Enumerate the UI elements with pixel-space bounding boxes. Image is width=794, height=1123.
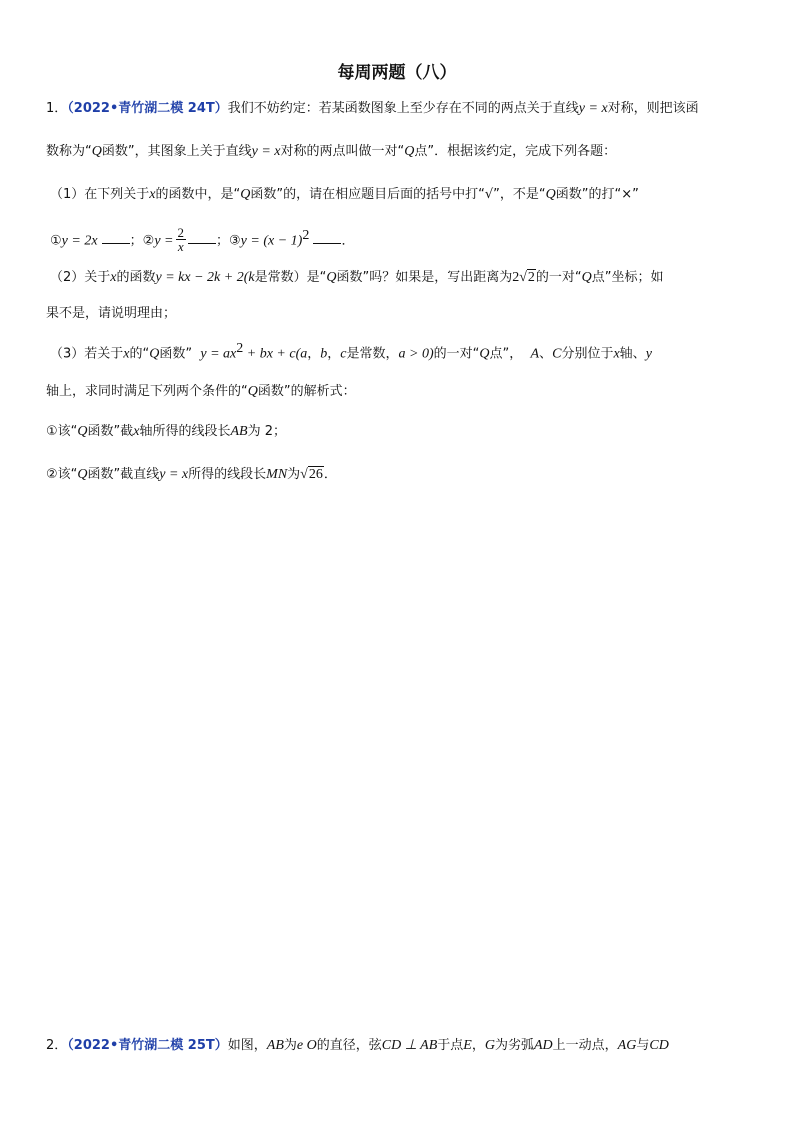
math-var: AB [266,1038,284,1053]
math-var: Q [149,346,160,362]
math-var: Q [581,270,592,285]
q1-text: 为 2； [247,424,287,439]
q1-text: 函数”截 [87,424,134,439]
math-expr: y = kx − 2k + 2(k [155,270,255,285]
math-expr: + bx + c(a [243,346,308,362]
q1-part-2 [50,269,664,287]
q1-line-1 [46,100,699,118]
q1-text: 点”坐标；如 [591,270,664,285]
math-var: x [133,424,140,439]
q1-text: 函数”截直线 [87,467,160,482]
math-var: Q [479,346,490,362]
math-var: Q [91,144,102,159]
q1-text: 对称的两点叫做一对“ [280,144,405,159]
q1-text: 对称，则把该函 [607,101,699,116]
q1-text: 点”， [489,346,523,362]
q2-text: 上一动点， [552,1038,618,1053]
answer-blank[interactable] [102,231,130,244]
page-title: 每周两题（八） [337,63,457,83]
option-end: ． [341,233,355,249]
q2-text: 如图， [227,1038,267,1053]
q1-text: （2）关于 [50,270,111,285]
answer-blank[interactable] [313,231,341,244]
q2-number: 2． [46,1038,68,1053]
q1-text: 、 [539,346,553,362]
math-expr: a > 0) [398,346,434,362]
fraction-numerator: 2 [177,225,184,241]
q1-text: （1）在下列关于 [50,187,150,202]
math-var: Q [545,187,556,202]
math-var: AD [533,1038,553,1053]
sqrt-expr: √26 [300,467,323,482]
math-expr: y = ax [200,346,237,362]
q1-part-3-cont [46,383,356,401]
math-var: C [552,346,562,362]
q2-text: ， [471,1038,485,1053]
option-separator: ；② [129,233,155,249]
math-var: Q [404,144,415,159]
q1-text: 轴上，求同时满足下列两个条件的“ [46,384,248,399]
math-expr: y = x [251,144,281,159]
option-separator: ；③ [216,233,241,249]
math-var: Q [240,187,251,202]
math-expr: y = (x − 1) [240,233,303,249]
math-var: c [340,346,347,362]
q1-condition-2 [46,466,337,484]
q1-text: 分别位于 [561,346,614,362]
q1-text: 函数”，其图象上关于直线 [101,144,252,159]
math-var: x [110,270,117,285]
math-var: A [530,346,540,362]
q1-text: 的一对“ [535,270,582,285]
q1-text: ①该“ [46,424,78,439]
math-exponent: 2 [302,228,310,243]
math-var: Q [326,270,337,285]
q1-part-3 [50,340,652,363]
q1-text: ． [323,467,337,482]
q1-text: 的函数 [116,270,156,285]
math-var: x [149,187,156,202]
math-var: x [123,346,130,362]
q1-text: 函数”的打“×” [555,187,639,202]
math-expr: y = x [159,467,189,482]
math-var: AG [617,1038,637,1053]
q2-text: 为 [283,1038,297,1053]
q2-text: 为劣弧 [494,1038,534,1053]
q1-text: 所得的线段长 [188,467,267,482]
math-exponent: 2 [236,341,244,356]
option-label: ① [50,233,62,249]
q1-text: 的“ [129,346,150,362]
math-var: Q [77,424,88,439]
q1-text: 轴、 [619,346,646,362]
math-var: y [645,346,652,362]
q2-source: （2022•青竹湖二模 25T） [67,1038,228,1053]
q1-text: 函数”的，请在相应题目后面的括号中打“√”，不是“ [250,187,546,202]
q1-source: （2022•青竹湖二模 24T） [67,101,228,116]
math-var: b [320,346,328,362]
sqrt-radicand: 2 [527,270,535,285]
q1-line-2 [46,143,616,161]
math-var: E [463,1038,472,1053]
math-expr: y = [154,233,174,249]
q1-condition-1 [46,423,286,441]
fraction-denominator: x [177,239,184,255]
q1-text: 函数”吗？如果是，写出距离为 [336,270,513,285]
math-var: x [613,346,620,362]
q1-text: 的函数中，是“ [155,187,241,202]
answer-blank[interactable] [188,231,216,244]
q1-part-2-cont [46,305,176,323]
q1-text: 是常数）是“ [254,270,327,285]
q1-text: 函数”的解析式： [257,384,356,399]
q1-text: 我们不妨约定：若某函数图象上至少存在不同的两点关于直线 [227,101,579,116]
q1-text: 为 [287,467,301,482]
q2-line-1 [46,1037,669,1055]
sqrt-expr: 2√2 [512,270,535,285]
q1-text: ②该“ [46,467,78,482]
q1-part-1 [50,186,639,204]
math-var: Q [247,384,258,399]
math-var: e O [296,1038,317,1053]
q1-text: 数称为“ [46,144,92,159]
math-var: CD [649,1038,669,1053]
q1-number: 1． [46,101,68,116]
q1-text: 果不是，请说明理由； [46,306,177,321]
q2-text: 的直径，弦 [316,1038,382,1053]
math-var: Q [77,467,88,482]
math-var: G [484,1038,495,1053]
math-expr: y = x [578,101,608,116]
sqrt-coef: 2 [512,270,520,285]
q1-text: 的一对“ [433,346,480,362]
q1-text: ， [327,346,341,362]
math-expr: y = 2x [61,233,98,249]
q1-text: ， [307,346,321,362]
q1-text: 是常数， [346,346,399,362]
sqrt-radicand: 26 [308,467,323,482]
q2-text: 于点 [437,1038,464,1053]
q1-text: 轴所得的线段长 [139,424,231,439]
q1-text: （3）若关于 [50,346,124,362]
fraction [176,226,187,253]
math-expr: CD ⊥ AB [381,1038,438,1053]
math-var: AB [230,424,248,439]
q2-text: 与 [636,1038,650,1053]
q1-text: 点”．根据该约定，完成下列各题： [414,144,617,159]
q1-options [50,222,354,255]
math-var: MN [266,467,288,482]
q1-text: 函数” [159,346,193,362]
